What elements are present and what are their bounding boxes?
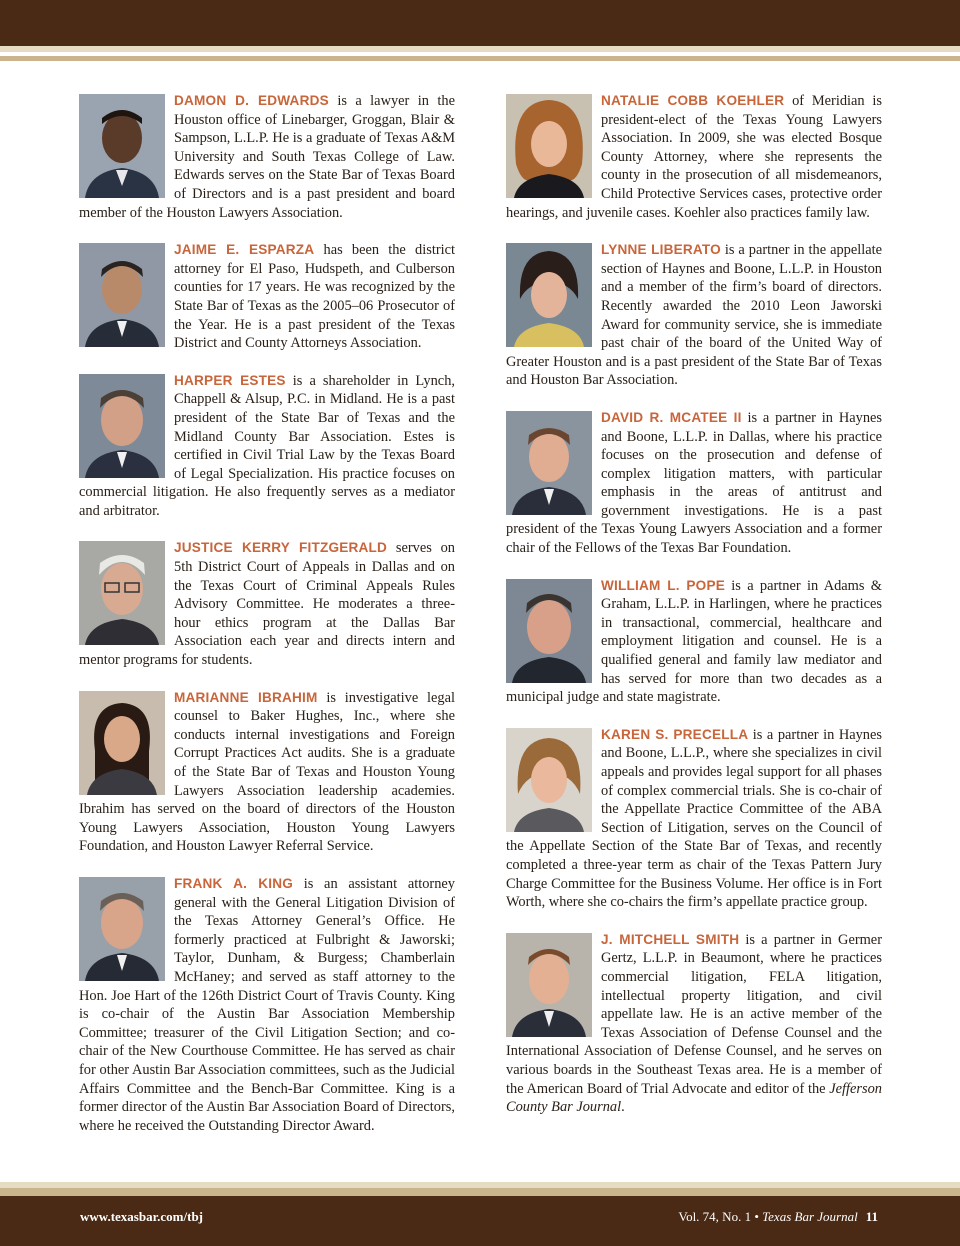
bio-koehler [506,92,882,222]
bio-name: JUSTICE KERRY FITZGERALD [174,540,388,556]
footer-bar [0,1196,960,1246]
bio-text: is a partner in Haynes and Boone, L.L.P., where she specializes in civil appeals and provides legal support for all phases of complex commercial trials. She is co-chair of the Appellate Practice Committee of the ABA Section of Litigation, serves on the Council of the Appellate Section of the State Bar of Texas, and recently completed a three-year term as chair of the Texas Pattern Jury Charge Committee for the Business Volume. Her office is in Fort Worth, where she co-chairs the firm’s appellate practice group. [506,726,882,911]
portrait-photo [79,94,165,198]
bio-text: is a shareholder in Lynch, Chappell & Alsup, P.C. in Midland. He is a past president of the State Bar of Texas and the Midland County Bar Association. Estes is certified in Civil Trial Law by the Texas Board of Legal Specialization. His practice focuses on commercial litigation. He also frequently serves as a mediator and arbitrator. [79,372,455,519]
issue-number: Vol. 74, No. 1 • [678,1209,763,1224]
bio-name: DAMON D. EDWARDS [174,93,329,108]
bio-text: serves on 5th District Court of Appeals in Dallas and on the Texas Court of Criminal Appeals Rules Advisory Committee. He moderates a three-hour ethics program at the Dallas Bar Association each year and directs intern and mentor programs for students. [79,540,455,669]
bio-text: has been the district attorney for El Paso, Hudspeth, and Culberson counties for 17 years. He was recognized by the State Bar of Texas as the 2005–06 Prosecutor of the Year. He is a past president of the Texas District and County Attorneys Association. [174,242,455,352]
bio-ibrahim [79,689,455,856]
bio-name: DAVID R. MCATEE II [601,409,742,425]
bio-name: LYNNE LIBERATO [601,242,721,258]
portrait-photo [79,541,165,645]
portrait-photo [506,728,592,832]
portrait-photo [506,411,592,515]
bio-name: J. MITCHELL SMITH [601,931,740,947]
bio-text: is investigative legal counsel to Baker Hughes, Inc., where she conducts internal investigations and Foreign Corrupt Practices Act audits. She is a graduate of the State Bar of Texas and Houston Young Lawyers Association leadership academies. Ibrahim has served on the board of directors of the Houston Young Lawyers Association, Houston Young Lawyers Foundation, and Houston Lawyer Referral Service. [79,689,455,855]
bio-mcatee [506,409,882,558]
page-number: 11 [865,1209,878,1224]
portrait-photo [506,243,592,347]
bio-smith [506,931,882,1117]
portrait-photo [506,579,592,683]
portrait-photo [506,933,592,1037]
bio-pope [506,577,882,707]
bio-fitzgerald [79,539,455,669]
bio-name: MARIANNE IBRAHIM [174,689,318,705]
bio-edwards [79,92,455,222]
bio-text: of Meridian is president-elect of the Texas Young Lawyers Association. In 2009, she was elected Bosque County Attorney, where she represents the county in the prosecution of all misdemeanors, Child Protective Services cases, protective order hearings, and juvenile cases. Koehler also practices family law. [506,93,882,221]
portrait-photo [506,94,592,198]
journal-title: Jefferson County Bar Journal [506,1080,882,1116]
bio-name: JAIME E. ESPARZA [174,242,315,258]
bio-esparza [79,241,455,353]
footer-stripe-tan [0,1188,960,1196]
bio-text: is a partner in the appellate section of Haynes and Boone, L.L.P. in Houston and a member of the firm’s board of directors. Recently awarded the 2010 Leon Jaworski Award for community service, she is immediate past chair of the board of the United Way of Greater Houston and is a past president of the State Bar of Texas and Houston Bar Association. [506,242,882,389]
bio-text: is a partner in Adams & Graham, L.L.P. in Harlingen, where he practices in transactional, commercial, healthcare and employment litigation and counsel. He is a qualified general and family law mediator and has served for more than two decades as a municipal judge and state magistrate. [506,577,882,706]
portrait-photo [79,243,165,347]
bio-king [79,875,455,1135]
portrait-photo [79,877,165,981]
header-stripe-tan [0,56,960,61]
left-column [79,92,455,1154]
header-bar [0,0,960,46]
bio-estes [79,372,455,521]
bio-liberato [506,241,882,390]
bio-name: FRANK A. KING [174,875,294,891]
bio-name: KAREN S. PRECELLA [601,726,749,742]
bio-name: WILLIAM L. POPE [601,577,725,593]
bio-text-end: . [621,1099,625,1116]
bio-text: is a partner in Germer Gertz, L.L.P. in Beaumont, where he practices commercial litigation, FELA litigation, intellectual property litigation, and civil appellate law. He is an active member of the Texas Association of Defense Counsel and the International Association of Defense Counsel, and he serves on various boards in the Southeast Texas area. He is a member of the American Board of Trial Advocate and editor of the [506,931,882,1097]
portrait-photo [79,374,165,478]
bio-text: is an assistant attorney general with the General Litigation Division of the Texas Attorney General’s Office. He formerly practiced at Fulbright & Jaworski; Taylor, Dunham, & Burgess; Chamberlain McHaney; and served as staff attorney to the Hon. Joe Hart of the 126th District Court of Travis County. King is co-chair of the Austin Bar Association Membership Committee; treasurer of the Civil Litigation Section; and co-chair of the New Courthouse Committee. He has served as chair for other Austin Bar Association committees, such as the Judicial Affairs Committee and the Bench-Bar Committee. King is a former director of the Austin Bar Association Board of Directors, where he received the Outstanding Director Award. [79,875,455,1134]
journal-name: Texas Bar Journal [762,1209,858,1224]
bio-name: NATALIE COBB KOEHLER [601,93,785,108]
bio-text: is a lawyer in the Houston office of Linebarger, Groggan, Blair & Sampson, L.L.P. He is a graduate of Texas A&M University and South Texas College of Law. Edwards serves on the State Bar of Texas Board of Directors and is a past president and board member of the Houston Lawyers Association. [79,93,455,221]
right-column [506,92,882,1136]
portrait-photo [79,691,165,795]
bio-precella [506,726,882,912]
footer-issue [678,1209,878,1225]
bio-name: HARPER ESTES [174,372,286,388]
footer-url[interactable]: www.texasbar.com/tbj [80,1209,204,1224]
bio-text: is a partner in Haynes and Boone, L.L.P. in Dallas, where his practice focuses on the prosecution and defense of complex litigation matters, with particular emphasis in the areas of antitrust and government investigations. He is a past president of the Texas Young Lawyers Association and a former chair of the Fellows of the Texas Bar Foundation. [506,409,882,557]
